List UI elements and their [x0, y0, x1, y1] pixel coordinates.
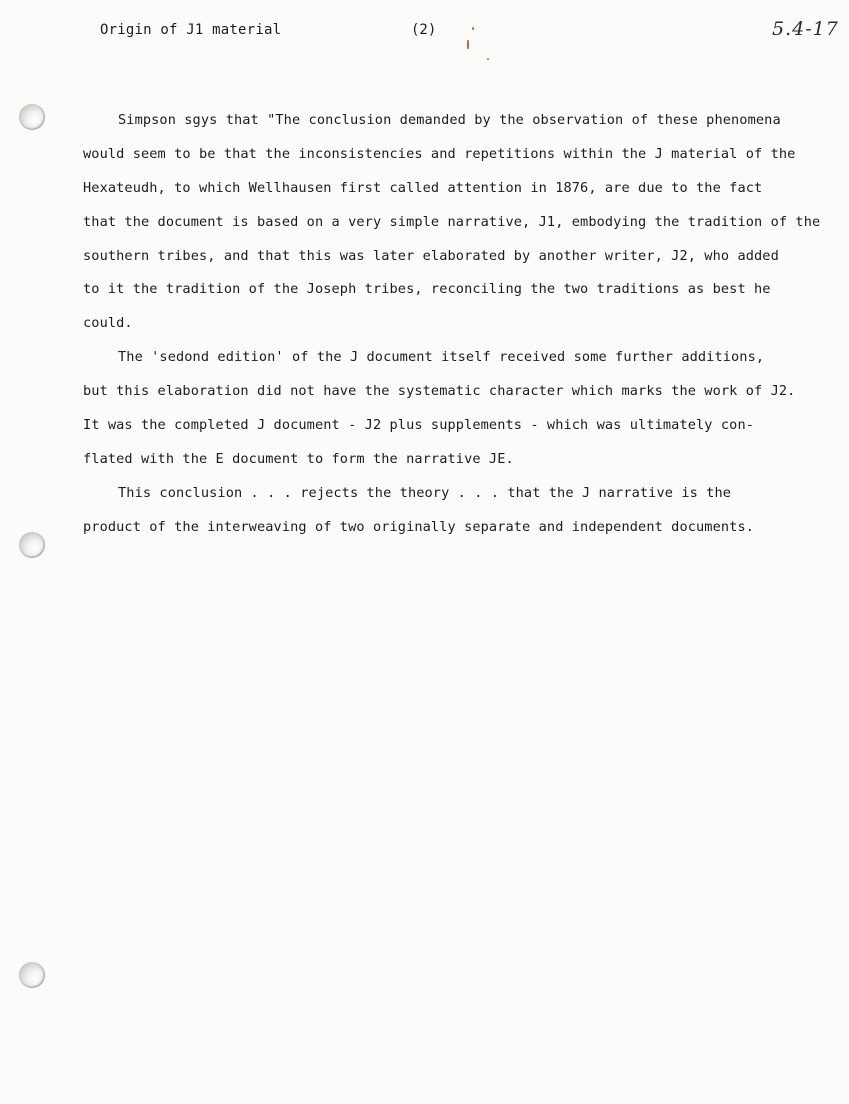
- ink-speck: [487, 58, 489, 60]
- handwritten-note: 5.4-17: [772, 18, 839, 40]
- punch-hole: [19, 962, 45, 988]
- paragraph-line: could.: [83, 315, 133, 332]
- paragraph-line: to it the tradition of the Joseph tribes, reconciling the two traditions as best he: [83, 281, 771, 298]
- paragraph-line: product of the interweaving of two originally separate and independent documents.: [83, 518, 755, 535]
- page-number: (2): [411, 22, 437, 38]
- header-title: Origin of J1 material: [100, 22, 282, 38]
- ink-speck: [472, 27, 474, 30]
- paragraph-line: flated with the E document to form the narrative JE.: [83, 450, 514, 467]
- paragraph-line: Hexateudh, to which Wellhausen first called attention in 1876, are due to the fact: [83, 179, 763, 196]
- paragraph-line: would seem to be that the inconsistencies and repetitions within the J material of the: [83, 145, 796, 162]
- paragraph-line: Simpson sgys that "The conclusion demanded by the observation of these phenomena: [118, 112, 781, 128]
- paragraph-line: but this elaboration did not have the systematic character which marks the work of J2.: [83, 383, 796, 400]
- body-text: [83, 104, 838, 545]
- paragraph-line: This conclusion . . . rejects the theory . . . that the J narrative is the: [118, 484, 732, 501]
- paragraph-line: It was the completed J document - J2 plus supplements - which was ultimately con-: [83, 417, 755, 434]
- paragraph-line: southern tribes, and that this was later elaborated by another writer, J2, who added: [83, 247, 779, 264]
- paragraph-line: that the document is based on a very simple narrative, J1, embodying the tradition of the: [83, 213, 821, 230]
- ink-speck: [467, 40, 469, 49]
- punch-hole: [19, 104, 45, 130]
- paragraph-line: The 'sedond edition' of the J document itself received some further additions,: [118, 349, 765, 366]
- punch-hole: [19, 532, 45, 558]
